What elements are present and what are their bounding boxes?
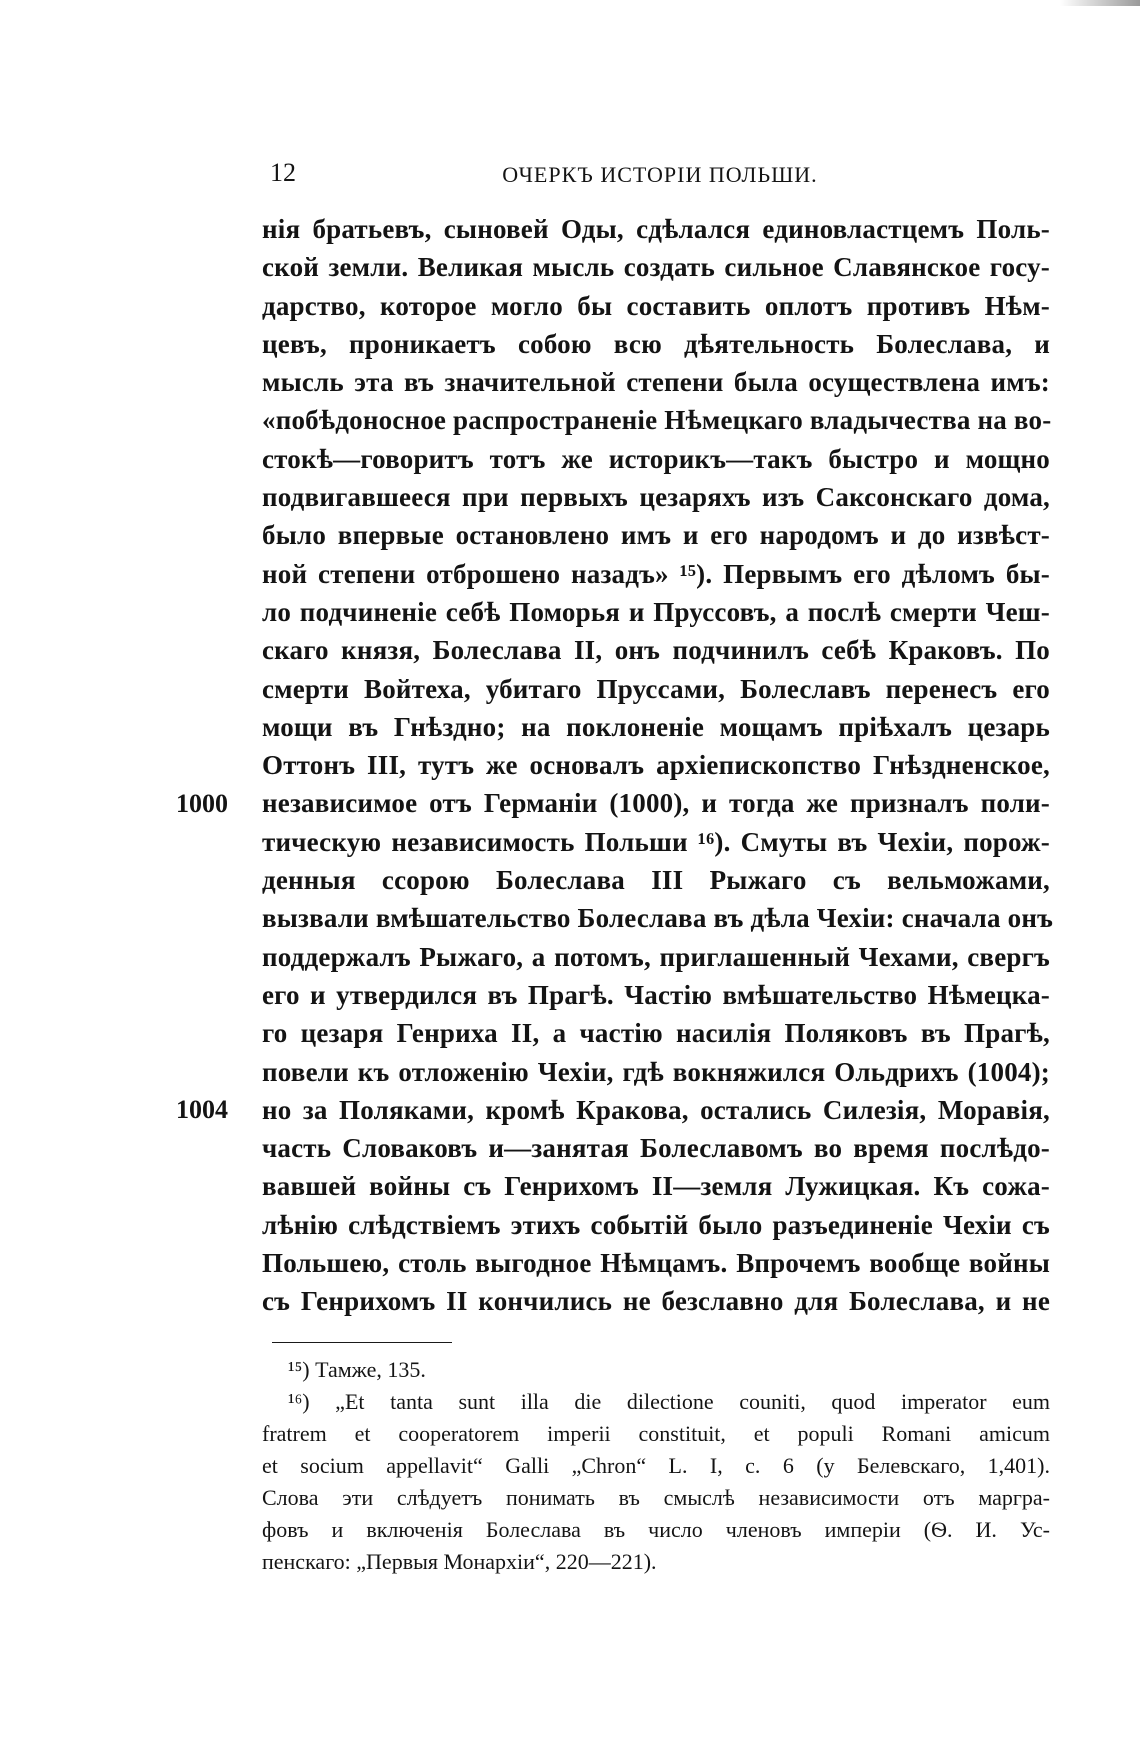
text-line: «побѣдоносное распространеніе Нѣмецкаго владычества на во-: [262, 405, 1052, 436]
text-line: Оттонъ III, тутъ же основалъ архіепископство Гнѣздненское,: [262, 750, 1050, 781]
footnote-15: ¹⁵) Тамже, 135.: [288, 1357, 426, 1382]
text-line: тическую независимость Польши ¹⁶). Смуты въ Чехіи, порож-: [262, 826, 1050, 857]
text-line: его и утвердился въ Прагѣ. Частію вмѣшательство Нѣмецка-: [262, 979, 1050, 1010]
footnote-16-line: фовъ и включенія Болеслава въ число членовъ имперіи (Ѳ. И. Ус-: [262, 1517, 1050, 1542]
text-line: денныя ссорою Болеслава III Рыжаго съ вельможами,: [262, 865, 1050, 896]
text-line: мысль эта въ значительной степени была осуществлена имъ:: [262, 367, 1050, 398]
body-text: [262, 210, 1054, 1321]
scan-edge-mark: [1060, 0, 1140, 6]
text-line: смерти Войтеха, убитаго Пруссами, Болеславъ перенесъ его: [262, 673, 1050, 704]
footnote-16-line: ¹⁶) „Et tanta sunt illa die dilectione couniti, quod imperator eum: [288, 1389, 1050, 1414]
text-line: нія братьевъ, сыновей Оды, сдѣлался единовластцемъ Поль-: [262, 214, 1050, 244]
footnote-16-line: Слова эти слѣдуетъ понимать въ смыслѣ независимости отъ маргра-: [262, 1485, 1050, 1510]
footnote-rule: [272, 1342, 452, 1343]
running-head: [270, 158, 1050, 198]
text-line: лѣнію слѣдствіемъ этихъ событій было разъединеніе Чехіи съ: [262, 1209, 1050, 1240]
text-line: ло подчиненіе себѣ Поморья и Пруссовъ, а послѣ смерти Чеш-: [262, 596, 1050, 627]
text-line: было впервые остановлено имъ и его народомъ и до извѣст-: [262, 520, 1050, 551]
text-line: повели къ отложенію Чехіи, гдѣ вокняжился Ольдрихъ (1004);: [262, 1056, 1050, 1087]
text-line: поддержалъ Рыжаго, а потомъ, приглашенный Чехами, свергъ: [262, 941, 1050, 972]
text-line: го цезаря Генриха II, а частію насилія Поляковъ въ Прагѣ,: [262, 1018, 1050, 1049]
text-line: ной степени отброшено назадъ» ¹⁵). Первымъ его дѣломъ бы-: [262, 558, 1050, 589]
text-line: подвигавшееся при первыхъ цезаряхъ изъ Саксонскаго дома,: [262, 482, 1050, 513]
text-line: мощи въ Гнѣздно; на поклоненіе мощамъ пріѣхалъ цезарь: [262, 711, 1050, 742]
margin-year-1004: 1004: [176, 1095, 228, 1124]
text-line: вызвали вмѣшательство Болеслава въ дѣла Чехіи: сначала онъ: [262, 903, 1054, 934]
margin-year-1000: 1000: [176, 789, 228, 818]
text-line: Польшею, столь выгодное Нѣмцамъ. Впрочемъ вообще войны: [262, 1248, 1050, 1279]
text-line: часть Словаковъ и—занятая Болеславомъ во время послѣдо-: [262, 1133, 1050, 1164]
footnote-16-line: et socium appellavit“ Galli „Chron“ L. I, c. 6 (у Белевскаго, 1,401).: [262, 1453, 1050, 1478]
footnote-16-line: пенскаго: „Первыя Монархіи“, 220—221).: [262, 1549, 657, 1574]
text-line: дарство, которое могло бы составить оплотъ противъ Нѣм-: [262, 290, 1050, 321]
text-line: съ Генрихомъ II кончились не безславно для Болеслава, и не: [262, 1286, 1050, 1317]
text-line: вавшей войны съ Генрихомъ II—земля Лужицкая. Къ сожа-: [262, 1171, 1050, 1202]
running-title: ОЧЕРКЪ ИСТОРІИ ПОЛЬШИ.: [502, 162, 818, 187]
page-number: 12: [270, 158, 296, 187]
text-line: цевъ, проникаетъ собою всю дѣятельность Болеслава, и: [262, 328, 1050, 359]
text-line: ской земли. Великая мысль создать сильное Славянское госу-: [262, 252, 1050, 283]
footnote-16-line: fratrem et cooperatorem imperii constituit, et populi Romani amicum: [262, 1421, 1050, 1446]
text-line: скаго князя, Болеслава II, онъ подчинилъ себѣ Краковъ. По: [262, 635, 1050, 666]
text-line: независимое отъ Германіи (1000), и тогда же призналъ поли-: [262, 788, 1050, 819]
text-line: но за Поляками, кромѣ Кракова, остались Силезія, Моравія,: [262, 1094, 1050, 1125]
text-line: стокѣ—говоритъ тотъ же историкъ—такъ быстро и мощно: [262, 443, 1050, 474]
footnotes: [262, 1354, 1050, 1578]
